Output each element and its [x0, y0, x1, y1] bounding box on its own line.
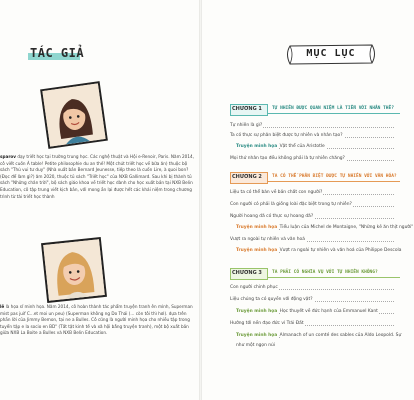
- chapter-label: CHƯƠNG 3: [232, 270, 262, 276]
- chapter-label: CHƯƠNG 1: [232, 106, 262, 112]
- toc-entry[interactable]: Tự nhiên là gì?: [230, 123, 398, 130]
- toc-sub-entry[interactable]: Truyện minh họa Almanach of un comté des sables của Aldo Leopold. Sự: [236, 333, 402, 338]
- author-bio-text: dạy triết học tại trường trung học. Các nghệ thuật và Hội e-Renoir, Paris. Năm 2014, cô viết cuốn À table! Petite philosophie du an thế! Một chút triết học về bữa ăn) thuộc bộ sách "Thú vui tư duy" (Nhà xuất bản Bernard Jeunesse, tiếp theo là cuốn Lire, à quoi bon? (Đọc để làm gì?) ăm 2020, thuộc tủ sách "Triết học" của NXB Gallimard. Sau khi bị thành tủ sách "Những chân trời", bộ sách giáo khoa về triết học dành cho học xuất bản tại NXB Belin Education, cô tập trung viết kịch bản, với mong ần lại được hết các khái niệm trong chương trình từ tài triết học thành: [0, 154, 194, 199]
- illustrator-name: lê: [0, 304, 5, 309]
- chapter-label: CHƯƠNG 2: [232, 174, 262, 180]
- author-name: sparov: [0, 154, 16, 159]
- toc-title: MỤC LỤC: [306, 48, 356, 59]
- illustrator-portrait: [41, 237, 107, 303]
- toc-entry[interactable]: Mọi thứ nhân tạo đều không phải là tự nhiên chăng?: [230, 156, 398, 163]
- author-heading: TÁC GIẢ: [30, 46, 85, 60]
- toc-entry[interactable]: Liệu chúng ta có quyền với động vật?: [230, 297, 398, 304]
- toc-entry[interactable]: Con người chinh phục: [230, 285, 398, 292]
- left-page: [0, 0, 199, 400]
- author-portrait: [40, 81, 108, 149]
- chapter-title: TỰ NHIÊN ĐƯỢC QUAN NIỆM LÀ TIẾN VỚI NHÂN THẾ?: [272, 106, 394, 111]
- toc-sub-entry[interactable]: Truyện minh họa Vật thể của Aristotle: [236, 144, 398, 151]
- toc-entry[interactable]: Người hoang dã có thực sự hoang dã?: [230, 214, 398, 221]
- toc-banner: [284, 43, 378, 65]
- toc-sub-entry[interactable]: Truyện minh họa Vượt ra ngoài tự nhiên và văn hoá của Philippe Descola: [236, 248, 402, 253]
- chapter-2-header: [230, 172, 400, 183]
- toc-entry[interactable]: Vượt ra ngoài tự nhiên và văn hoá: [230, 237, 398, 244]
- toc-entry[interactable]: Ta có thực sự phân biệt được tự nhiên và nhân tạo?: [230, 133, 398, 140]
- toc-entry-continued: như một ngọn núi: [236, 343, 276, 348]
- right-page: [202, 0, 414, 400]
- illustrator-bio-text: là họa sĩ minh họa. Năm 2014, cô hoàn thành tác phẩm truyện tranh ên mình, Superman mist pas juif C...et moi un peu) (Superman không ng Do Thái (... còn tôi thì hơi). dựa trên phần lời của Jimmy Bemon, tại ne a Bulles. Cô cũng là người minh họa cho nhiều tập trong tuyển tập e la socio en BD" (Tất tật kinh tế và xã hội bằng truyện tranh), một bộ xuất bản giữa NXB La Boite a Bulles và NXB Belin Education.: [0, 304, 193, 336]
- toc-entry[interactable]: Liệu ta có thể bàn về bản chất con người?: [230, 190, 398, 197]
- toc-sub-entry[interactable]: Truyện minh họa Học thuyết về đức hạnh của Emmanuel Kant: [236, 309, 398, 316]
- chapter-title: TA PHẢI CÓ NGHĨA VỤ VỚI TỰ NHIÊN KHÔNG?: [272, 270, 378, 275]
- author-bio: [0, 154, 195, 200]
- toc-entry[interactable]: Hướng tới nền đạo đức vì Trái Đất: [230, 321, 398, 328]
- toc-sub-entry[interactable]: Truyện minh họa Tiểu luận của Michel de Montaigne, "Những kẻ ăn thịt người": [236, 225, 414, 230]
- chapter-3-header: [230, 268, 400, 279]
- illustrator-bio: [0, 304, 195, 337]
- toc-entry[interactable]: Con người có phải là giống loài đặc biệt trong tự nhiên?: [230, 202, 398, 209]
- chapter-1-header: [230, 104, 400, 115]
- chapter-title: TA CÓ THỂ PHÂN BIỆT ĐƯỢC TỰ NHIÊN VỚI VĂN HÓA?: [272, 174, 397, 179]
